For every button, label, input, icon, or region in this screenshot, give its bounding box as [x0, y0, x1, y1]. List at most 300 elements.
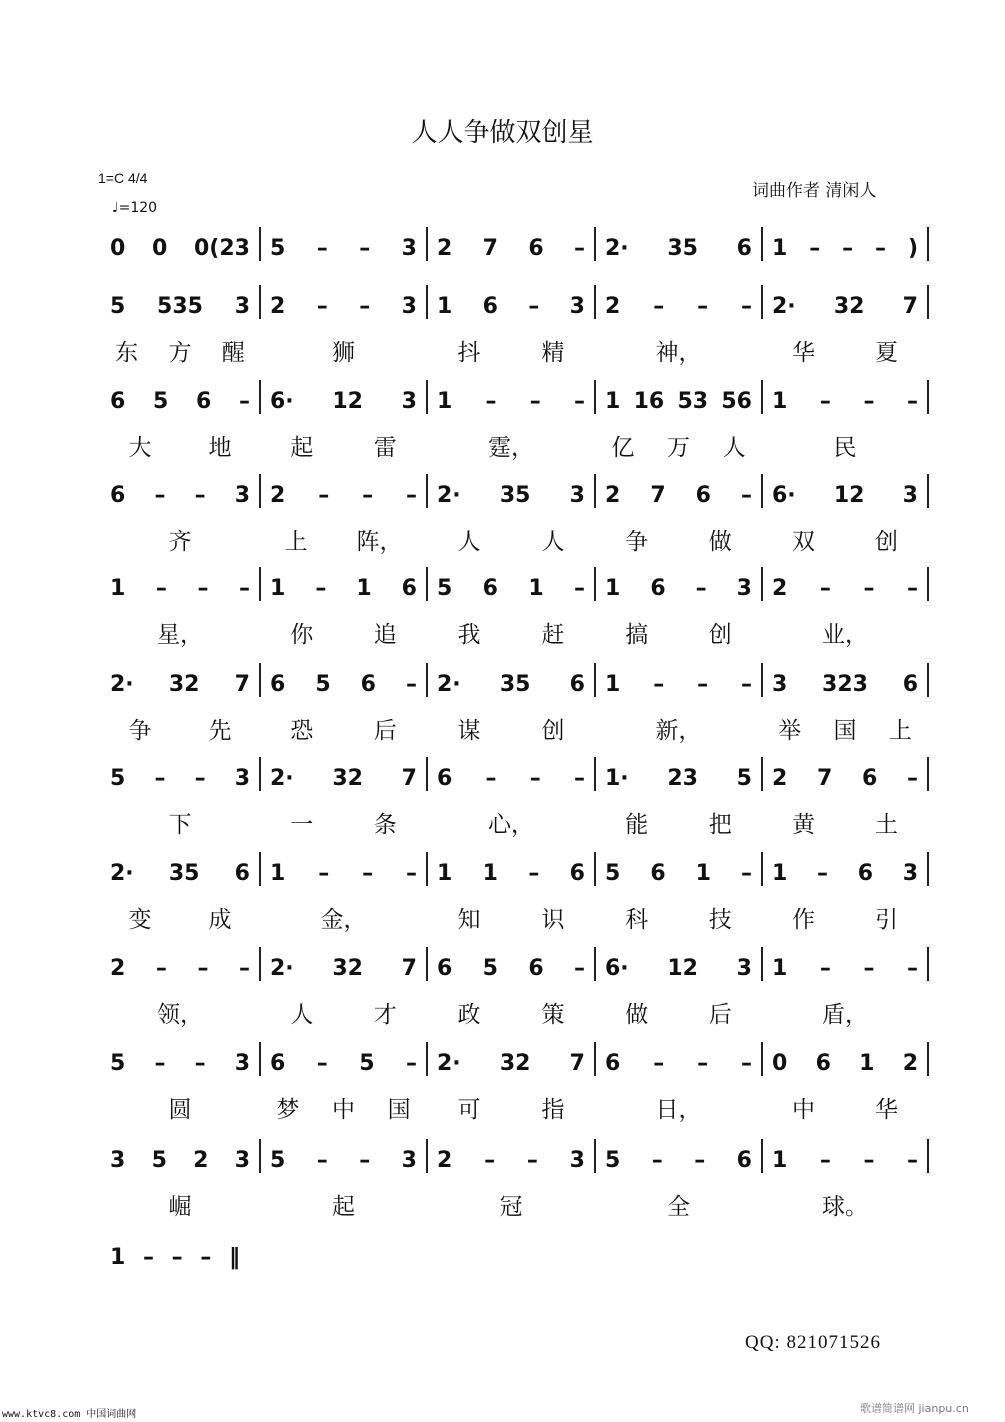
note: 32: [833, 293, 865, 319]
lyrics: [595, 523, 762, 553]
note: 32: [499, 1050, 531, 1076]
note: 12: [667, 955, 698, 981]
note: 6: [815, 1050, 831, 1076]
note: –: [573, 235, 585, 261]
note: ): [907, 235, 918, 261]
lyric-char: 醒: [221, 340, 245, 366]
note: 3: [110, 1147, 126, 1173]
lyrics: [762, 901, 928, 931]
lyrics: [100, 429, 260, 459]
note: –: [194, 1050, 206, 1076]
lyric-char: 做: [708, 529, 732, 555]
lyrics: [595, 712, 762, 742]
measure: [762, 858, 928, 888]
measure: [595, 573, 762, 603]
lyrics: [427, 334, 595, 364]
note: –: [573, 765, 585, 791]
note: 2: [605, 293, 621, 319]
note: 5: [315, 671, 331, 697]
lyric-char: 策: [541, 1002, 565, 1028]
note: –: [653, 671, 665, 697]
note: 1: [605, 671, 621, 697]
note: –: [171, 1244, 183, 1270]
lyric-char: 雷: [373, 435, 397, 461]
lyric-char: 恐: [290, 718, 314, 744]
notation-row: [100, 573, 935, 648]
lyric-char: 人: [457, 529, 481, 555]
note: –: [315, 575, 327, 601]
measure: [260, 1145, 427, 1175]
lyrics: [427, 901, 595, 931]
bar-line: [927, 852, 929, 886]
lyric-char: 全: [667, 1194, 690, 1220]
note: –: [316, 293, 328, 319]
note: 1: [605, 388, 621, 414]
note: 5: [736, 765, 752, 791]
note: 5: [605, 860, 621, 886]
lyric-char: 夏: [875, 340, 898, 366]
measure: [100, 953, 260, 983]
note: –: [694, 1147, 706, 1173]
note: –: [819, 1147, 831, 1173]
bar-line: [927, 1139, 929, 1173]
note: 3: [234, 765, 250, 791]
note: 7: [401, 955, 417, 981]
note: 2·: [110, 671, 134, 697]
measure: [100, 858, 260, 888]
note: 5: [482, 955, 498, 981]
lyric-char: 圆: [168, 1097, 192, 1123]
measure: [595, 233, 762, 263]
note: –: [875, 235, 887, 261]
lyric-char: 赶: [541, 622, 565, 648]
note: 2: [772, 765, 788, 791]
lyrics: [595, 1091, 762, 1121]
lyric-char: 人: [722, 435, 746, 461]
lyric-char: 作: [792, 907, 815, 933]
bar-line: [927, 227, 929, 261]
measure: [595, 1145, 762, 1175]
note: 5: [437, 575, 453, 601]
lyric-char: 变: [128, 907, 152, 933]
lyric-char: 做: [625, 1002, 649, 1028]
note: –: [740, 860, 752, 886]
notation-row: [100, 480, 935, 555]
note: –: [142, 1244, 154, 1270]
note: –: [529, 765, 541, 791]
measure: [260, 233, 427, 263]
measure: [100, 291, 260, 321]
lyric-char: 创: [708, 622, 732, 648]
measure: [427, 480, 595, 510]
note: –: [155, 575, 167, 601]
lyric-char: 你: [290, 622, 314, 648]
note: 1: [482, 860, 498, 886]
note: –: [362, 482, 374, 508]
note: 35: [168, 860, 200, 886]
note: 6: [857, 860, 873, 886]
note: 1: [437, 860, 453, 886]
lyric-char: 冠: [499, 1194, 523, 1220]
bar-line: [927, 474, 929, 508]
note: 3: [569, 293, 585, 319]
note: 1: [605, 575, 621, 601]
note: 2·: [605, 235, 629, 261]
measure: [762, 763, 928, 793]
lyric-char: 新，: [655, 718, 702, 744]
note: –: [819, 955, 831, 981]
lyric-char: 崛: [168, 1194, 192, 1220]
measure: [427, 763, 595, 793]
note: 32: [332, 955, 363, 981]
measure: [427, 291, 595, 321]
note: 5: [270, 235, 286, 261]
note: 1: [270, 860, 286, 886]
note: –: [359, 235, 371, 261]
measure: [762, 1048, 928, 1078]
note: 6: [528, 955, 544, 981]
lyric-char: 一: [290, 812, 314, 838]
key-signature: 1=C 4/4: [98, 170, 148, 186]
measure: [427, 953, 595, 983]
measure: [100, 763, 260, 793]
song-title: 人人争做双创星: [411, 118, 594, 148]
note: 2: [605, 482, 621, 508]
note: 23: [667, 765, 698, 791]
note: ‖: [229, 1244, 240, 1270]
lyrics: [260, 1188, 427, 1218]
bar-line: [927, 1042, 929, 1076]
note: –: [194, 765, 206, 791]
measure: [762, 573, 928, 603]
measure: [260, 858, 427, 888]
lyric-char: 搞: [625, 622, 649, 648]
lyric-char: 科: [625, 907, 649, 933]
lyric-char: 霆，: [488, 435, 534, 461]
note: –: [485, 765, 497, 791]
notation-row: [100, 1048, 935, 1123]
measure: [100, 669, 260, 699]
note: –: [485, 388, 497, 414]
measure: [595, 1048, 762, 1078]
lyric-char: 先: [208, 718, 232, 744]
measure: [595, 763, 762, 793]
note: 6: [605, 1050, 621, 1076]
lyric-char: 领，: [157, 1002, 203, 1028]
measure: [762, 480, 928, 510]
lyrics: [100, 334, 260, 364]
note: –: [907, 1147, 918, 1173]
note: –: [907, 765, 918, 791]
measure: [427, 1145, 595, 1175]
note: 1: [110, 1244, 126, 1270]
bar-line: [927, 663, 929, 697]
note: 6: [528, 235, 544, 261]
note: 323: [822, 671, 868, 697]
lyric-char: 能: [625, 812, 649, 838]
note: 535: [157, 293, 203, 319]
note: –: [740, 482, 752, 508]
note: –: [154, 765, 166, 791]
note: 5: [110, 1050, 126, 1076]
note: 1: [110, 575, 126, 601]
note: 2: [110, 955, 126, 981]
lyric-char: 民: [833, 435, 857, 461]
lyric-char: 阵，: [356, 529, 403, 555]
measure: [595, 291, 762, 321]
note: –: [740, 671, 752, 697]
note: 2: [772, 575, 788, 601]
measure: [595, 953, 762, 983]
lyric-char: 上: [284, 529, 308, 555]
note: 1: [772, 388, 788, 414]
note: 5: [153, 388, 169, 414]
lyric-char: 球。: [822, 1194, 868, 1220]
note: –: [484, 1147, 496, 1173]
note: 53: [677, 388, 709, 414]
note: 35: [499, 671, 531, 697]
note: –: [194, 482, 206, 508]
lyric-char: 条: [373, 812, 397, 838]
lyric-char: 双: [792, 529, 815, 555]
note: 7: [902, 293, 918, 319]
note: –: [405, 671, 417, 697]
lyric-char: 盾，: [822, 1002, 868, 1028]
notation-row: [100, 386, 935, 461]
note: 5: [270, 1147, 286, 1173]
watermark-right: 歌谱简谱网 jianpu.cn: [860, 1402, 969, 1415]
note: 7: [234, 671, 250, 697]
lyric-char: 业，: [822, 622, 868, 648]
measure: [260, 573, 427, 603]
lyrics: [595, 334, 762, 364]
note: 6: [270, 1050, 286, 1076]
note: 5: [110, 293, 126, 319]
lyric-char: 心，: [488, 812, 534, 838]
note: 1: [437, 293, 453, 319]
lyrics: [427, 616, 595, 646]
note: –: [200, 1244, 212, 1270]
lyric-char: 把: [708, 812, 732, 838]
note: –: [863, 388, 875, 414]
note: –: [573, 955, 585, 981]
note: –: [573, 575, 585, 601]
note: 16: [633, 388, 665, 414]
note: 6: [862, 765, 878, 791]
note: –: [651, 1147, 663, 1173]
qq-contact: QQ: 821071526: [745, 1332, 881, 1353]
lyrics: [762, 806, 928, 836]
lyric-char: 争: [625, 529, 649, 555]
note: 2: [193, 1147, 209, 1173]
lyric-char: 华: [792, 340, 815, 366]
note: 2: [270, 293, 286, 319]
measure: [100, 480, 260, 510]
lyrics: [762, 1091, 928, 1121]
note: 3: [401, 1147, 417, 1173]
lyrics: [595, 616, 762, 646]
lyric-char: 抖: [457, 340, 481, 366]
note: –: [907, 575, 918, 601]
lyric-char: 金，: [320, 907, 367, 933]
note: 6: [110, 482, 126, 508]
lyric-char: 引: [875, 907, 898, 933]
note: 6: [437, 955, 453, 981]
notation-row: [100, 1145, 935, 1220]
lyrics: [100, 1091, 260, 1121]
lyric-char: 可: [457, 1097, 481, 1123]
note: 7: [817, 765, 833, 791]
measure: [595, 858, 762, 888]
note: 3: [772, 671, 788, 697]
lyric-char: 国: [387, 1097, 411, 1123]
note: 3: [902, 860, 918, 886]
lyrics: [427, 806, 595, 836]
lyrics: [762, 1188, 928, 1218]
note: 6: [482, 293, 498, 319]
lyrics: [427, 712, 595, 742]
lyric-char: 华: [875, 1097, 898, 1123]
note: 6: [650, 575, 666, 601]
note: 0: [110, 235, 126, 261]
lyric-char: 狮: [332, 340, 355, 366]
lyrics: [427, 996, 595, 1026]
note: –: [842, 235, 854, 261]
note: 32: [168, 671, 200, 697]
lyrics: [595, 901, 762, 931]
lyric-char: 才: [373, 1002, 397, 1028]
bar-line: [927, 947, 929, 981]
note: –: [316, 1050, 328, 1076]
bar-line: [927, 285, 929, 319]
lyric-char: 精: [541, 340, 565, 366]
note: 6: [401, 575, 417, 601]
lyric-char: 识: [541, 907, 565, 933]
lyric-char: 后: [373, 718, 397, 744]
notation-row: [100, 233, 935, 263]
lyrics: [100, 1285, 250, 1315]
note: 7: [482, 235, 498, 261]
lyrics: [762, 523, 928, 553]
lyric-char: 万: [666, 435, 690, 461]
note: 6·: [270, 388, 294, 414]
lyrics: [260, 523, 427, 553]
note: –: [318, 482, 330, 508]
measure: [260, 669, 427, 699]
note: 2·: [110, 860, 134, 886]
measure: [427, 573, 595, 603]
note: 2·: [772, 293, 796, 319]
note: –: [359, 1147, 371, 1173]
lyrics: [100, 616, 260, 646]
note: 2: [270, 482, 286, 508]
lyric-char: 技: [708, 907, 732, 933]
lyric-char: 起: [290, 435, 314, 461]
lyric-char: 梦: [276, 1097, 300, 1123]
measure: [260, 1048, 427, 1078]
notation-row: [100, 669, 935, 744]
lyric-char: 人: [290, 1002, 314, 1028]
note: –: [154, 1050, 166, 1076]
note: 6: [902, 671, 918, 697]
note: –: [359, 293, 371, 319]
note: 5: [110, 765, 126, 791]
measure: [762, 669, 928, 699]
note: 1: [270, 575, 286, 601]
lyrics: [260, 429, 427, 459]
note: –: [653, 293, 665, 319]
note: –: [405, 1050, 417, 1076]
note: 3: [736, 955, 752, 981]
note: 7: [569, 1050, 585, 1076]
lyric-char: 星，: [157, 622, 203, 648]
note: 6: [569, 671, 585, 697]
note: 1: [772, 860, 788, 886]
lyrics: [260, 334, 427, 364]
lyrics: [762, 996, 928, 1026]
notation-row: [100, 763, 935, 838]
lyrics: [595, 996, 762, 1026]
note: 1: [695, 860, 711, 886]
note: –: [573, 388, 585, 414]
lyric-char: 知: [457, 907, 481, 933]
note: 35: [499, 482, 531, 508]
note: –: [809, 235, 821, 261]
lyric-char: 追: [373, 622, 397, 648]
measure: [762, 1145, 928, 1175]
measure: [427, 233, 595, 263]
note: 1: [772, 1147, 788, 1173]
note: –: [697, 1050, 709, 1076]
measure: [260, 291, 427, 321]
measure: [762, 953, 928, 983]
notation-row: [100, 953, 935, 1028]
note: –: [239, 388, 250, 414]
lyrics: [427, 429, 595, 459]
note: –: [817, 860, 828, 886]
lyrics: [100, 523, 260, 553]
note: 5: [359, 1050, 375, 1076]
lyrics: [260, 996, 427, 1026]
lyric-char: 中: [331, 1097, 355, 1123]
lyrics: [595, 806, 762, 836]
lyrics: [427, 1091, 595, 1121]
lyrics: [762, 429, 928, 459]
note: –: [907, 388, 918, 414]
lyrics: [427, 1188, 595, 1218]
measure: [260, 386, 427, 416]
lyric-char: 上: [888, 718, 912, 744]
note: 6: [270, 671, 286, 697]
note: 3: [234, 1050, 250, 1076]
lyrics: [260, 616, 427, 646]
note: –: [197, 575, 209, 601]
lyric-char: 人: [541, 529, 565, 555]
note: 0: [152, 235, 168, 261]
lyric-char: 神，: [655, 340, 702, 366]
note: –: [697, 671, 709, 697]
lyrics: [595, 429, 762, 459]
note: 56: [721, 388, 752, 414]
lyrics: [100, 712, 260, 742]
note: –: [405, 860, 417, 886]
note: 6: [437, 765, 453, 791]
measure: [260, 953, 427, 983]
note: –: [154, 482, 166, 508]
note: 0: [772, 1050, 788, 1076]
bar-line: [927, 380, 929, 414]
lyrics: [100, 996, 260, 1026]
